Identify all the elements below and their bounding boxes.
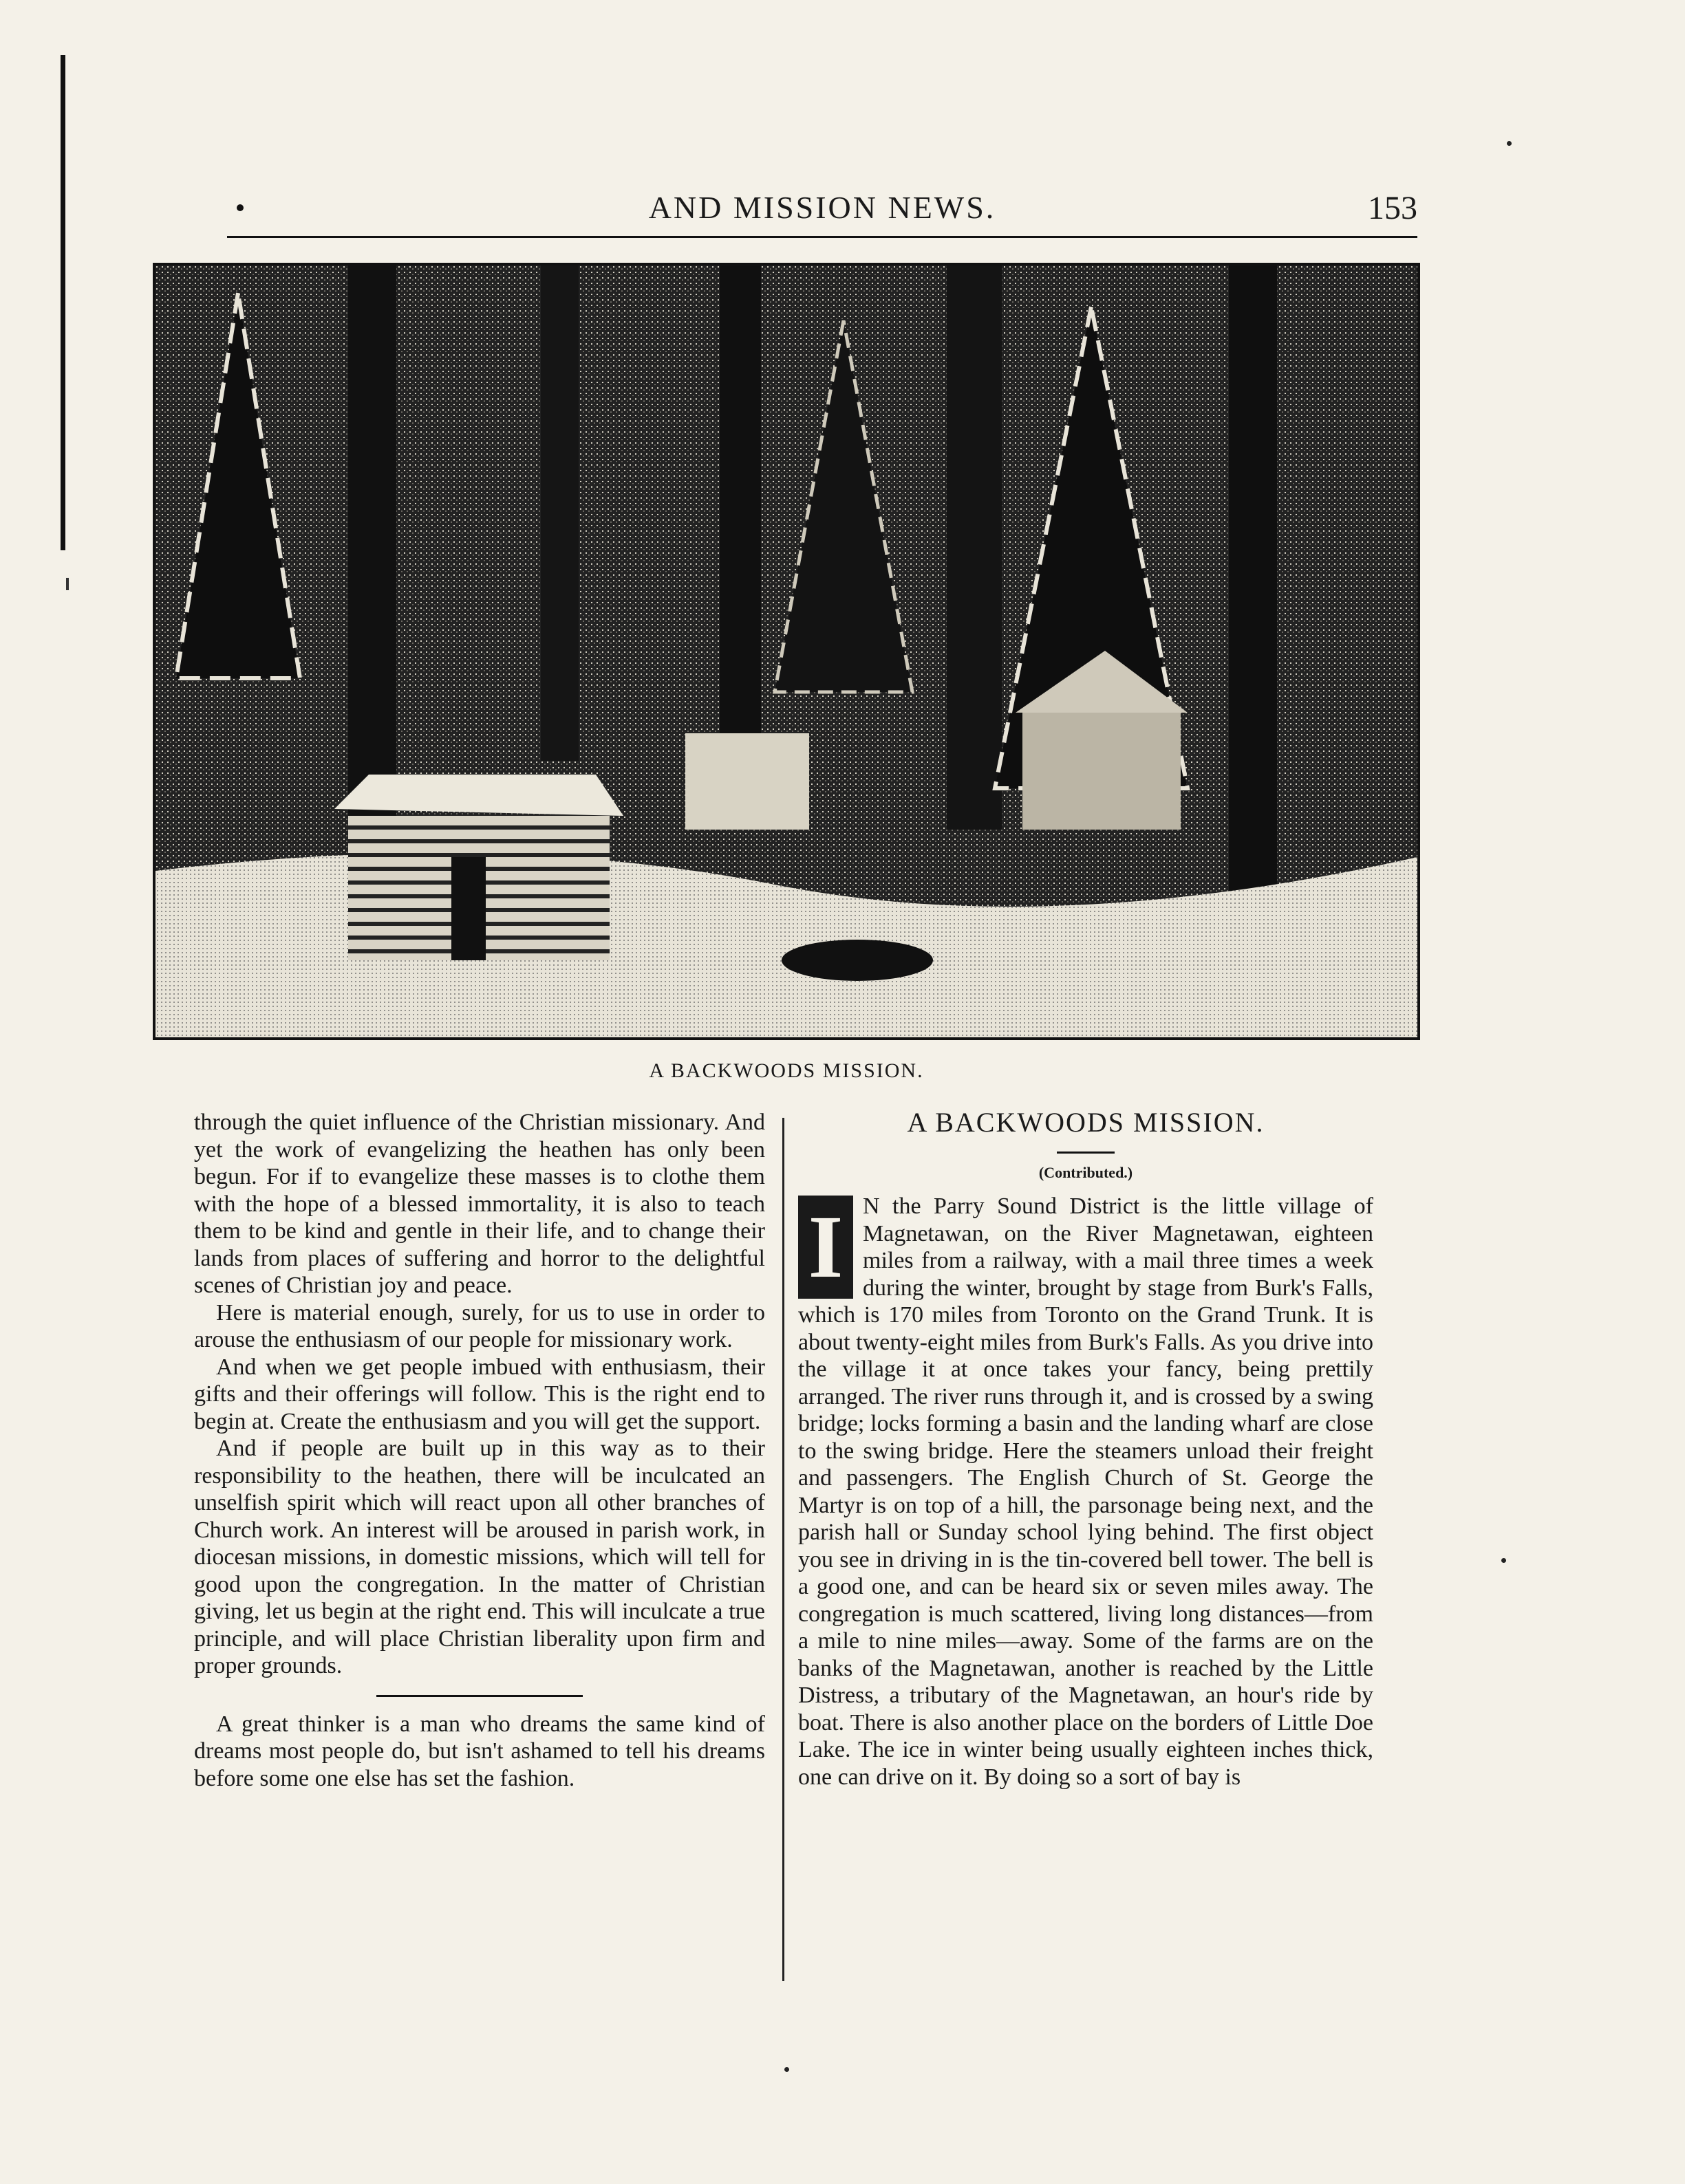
header-rule [227, 236, 1417, 238]
woodcut-winter-forest-cabins-icon [155, 266, 1417, 1037]
running-head [227, 189, 1417, 230]
article-heading: A BACKWOODS MISSION. [907, 1107, 1265, 1138]
heading-rule [1057, 1152, 1115, 1154]
paragraph: And if people are built up in this way as to their responsibility to the heathen, there will be inculcated an unselfish spirit which will react upon all other branches of Church work. An interest will be aroused in parish work, in diocesan missions, in domestic missions, which will tell for good upon the congregation. In the matter of Christian giving, let us begin at the right end. This will inculcate a true principle, and will place Christian liberality upon firm and proper grounds. [194, 1436, 765, 1678]
closing-quote: A great thinker is a man who dreams the same kind of dreams most people do, but isn't ashamed to tell his dreams before some one else has set the fashion. [194, 1711, 765, 1791]
speck [784, 2067, 789, 2072]
column-divider [782, 1118, 784, 1981]
paragraph: And when we get people imbued with enthusiasm, their gifts and their offerings will follow. This is the right end to begin at. Create the enthusiasm and you will get the support. [194, 1354, 765, 1434]
byline: (Contributed.) [1038, 1163, 1133, 1181]
woodcut-illustration [153, 263, 1420, 1040]
margin-mark [66, 578, 69, 590]
drop-cap: I [798, 1196, 853, 1299]
section-rule [376, 1695, 583, 1697]
article-text: N the Parry Sound District is the little village of Magnetawan, on the River Magnetawan, eighteen miles from a railway, with a mail three times a week during the winter, brought by stage from Burk's Falls, which is 170 miles from Toronto on the Grand Trunk. It is about twenty-eight miles from Burk's Falls. As you drive into the village it at once takes your fancy, being prettily arranged. The river runs through it, and is crossed by a swing bridge; locks forming a basin and the landing wharf are close to the swing bridge. Here the steamers unload their freight and passengers. The English Church of St. George the Martyr is on top of a hill, the parsonage being next, and the parish hall or Sunday school lying behind. The first object you see in driving in is the tin-covered bell tower. The bell is a good one, and can be heard six or seven miles away. The congregation is much scattered, living long distances—from a mile to nine miles—away. Some of the farms are on the banks of the Magnetawan, another is reached by the Little Distress, a tributary of the Magnetawan, an hour's ride by boat. There is also another place on the borders of Little Doe Lake. The ice in winter being usually eighteen inches thick, one can drive on it. By doing so a sort of bay is [798, 1193, 1373, 1790]
paragraph: Here is material enough, surely, for us to use in order to arouse the enthusiasm of our people for missionary work. [194, 1299, 765, 1352]
article-body [798, 1193, 1373, 1791]
page-number: 153 [1368, 190, 1417, 226]
illustration-caption: A BACKWOODS MISSION. [649, 1059, 924, 1082]
paragraph: through the quiet influence of the Christian missionary. And yet the work of evangelizing the heathen has only been begun. For if to evangelize these masses is to clothe them with the hope of a blessed immortality, it is also to teach them to be kind and gentle in their life, and to change their lands from places of suffering and horror to the delightful scenes of Christian joy and peace. [194, 1110, 765, 1298]
running-head-title: AND MISSION NEWS. [648, 190, 996, 225]
left-column [194, 1109, 765, 1792]
right-column [798, 1109, 1373, 1791]
speck [1501, 1558, 1506, 1563]
margin-rule [61, 55, 65, 550]
speck [1507, 141, 1512, 146]
